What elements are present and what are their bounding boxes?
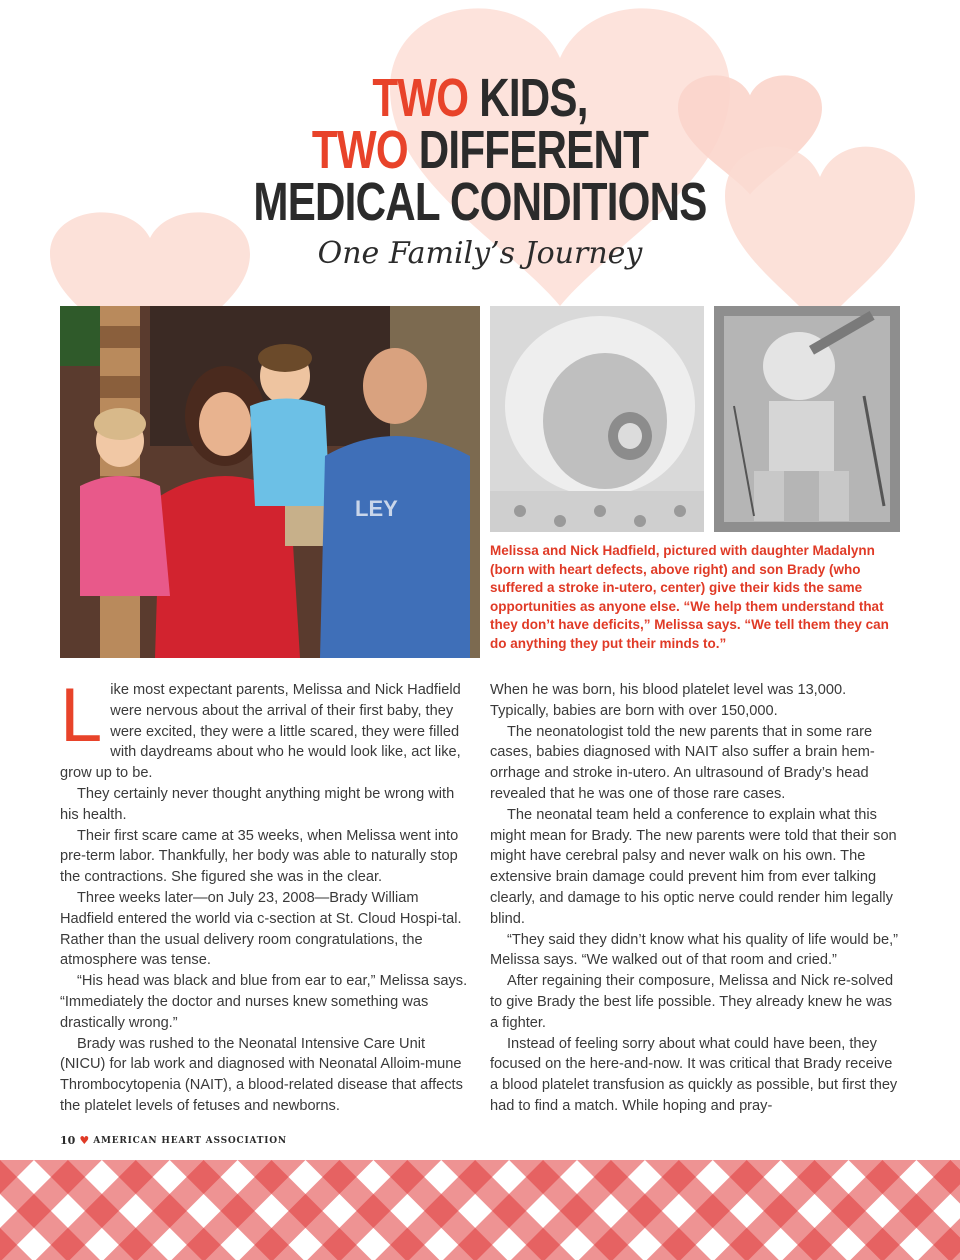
paragraph: They certainly never thought anything might be wrong with his health. <box>60 785 455 823</box>
title-text: DIFFERENT <box>407 120 649 180</box>
article-column-right <box>490 680 900 1117</box>
article-title <box>0 68 960 271</box>
family-photo-illustration <box>60 306 480 658</box>
paragraph: “They said they didn’t know what his quality of life would be,” Melissa says. “We walked out of that room and cried.” <box>490 931 898 969</box>
publisher-name: AMERICAN HEART ASSOCIATION <box>93 1135 287 1146</box>
paragraph-text: ike most expectant parents, Melissa and Nick Hadfield were nervous about the arrival of their first baby, they were excited, they were a little scared, they were filled with daydreams about who he would look like, act like, grow up to be. <box>60 682 461 782</box>
title-line-2 <box>106 120 855 180</box>
page-number: 10 <box>60 1134 76 1147</box>
title-text: KIDS, <box>468 68 588 128</box>
title-line-1 <box>106 68 855 128</box>
paragraph: After regaining their composure, Melissa and Nick re-solved to give Brady the best life possible. They already knew he was a fighter. <box>490 973 894 1031</box>
article-subtitle: One Family’s Journey <box>317 236 643 271</box>
article-column-left <box>60 673 470 1117</box>
baby-photo-madalynn <box>490 306 704 532</box>
drop-cap: L <box>60 673 103 758</box>
paragraph: Brady was rushed to the Neonatal Intensive Care Unit (NICU) for lab work and diagnosed with Neonatal Alloim-mune Thrombocytopenia (NAIT), a blood-related disease that affects the platelet levels of fetuses and newborns. <box>60 1035 463 1114</box>
heart-icon: ♥ <box>79 1134 90 1147</box>
title-accent: TWO <box>311 120 408 180</box>
paragraph: The neonatal team held a conference to explain what this might mean for Brady. The new parents were told that their son might have cerebral palsy and never walk on his own. The extensive brain damage could prevent him from ever talking clearly, and damage to his optic nerve could render him legally blind. <box>490 806 897 927</box>
title-line-3: MEDICAL CONDITIONS <box>253 172 707 232</box>
paragraph: When he was born, his blood platelet level was 13,000. Typically, babies are born with over 150,000. <box>490 682 847 719</box>
shirt-text: LEY <box>355 496 398 521</box>
baby-photo-brady-nicu <box>714 306 900 532</box>
paragraph: The neonatologist told the new parents that in some rare cases, babies diagnosed with NAIT also suffer a brain hem-orrhage and stroke in-utero. An ultrasound of Brady’s head revealed that he was one of those rare cases. <box>490 723 875 802</box>
paragraph: “His head was black and blue from ear to ear,” Melissa says. “Immediately the doctor and nurses knew something was drastically wrong.” <box>60 973 468 1031</box>
baby-photo-illustration <box>490 306 704 532</box>
title-accent: TWO <box>372 68 469 128</box>
paragraph <box>60 673 470 784</box>
paragraph: Instead of feeling sorry about what could have been, they focused on the here-and-now. It was critical that Brady receive a blood platelet transfusion as quickly as possible, but first they had to find a match. While hoping and pray- <box>490 1035 898 1114</box>
paragraph: Three weeks later—on July 23, 2008—Brady William Hadfield entered the world via c-section at St. Cloud Hospi-tal. Rather than the usual delivery room congratulations, the atmosphere was tense. <box>60 889 462 969</box>
page-footer <box>60 1134 287 1147</box>
nicu-photo-illustration <box>714 306 900 532</box>
photo-caption: Melissa and Nick Hadfield, pictured with daughter Madalynn (born with heart defects, above right) and son Brady (who suffered a stroke in-utero, center) give their kids the same opportunities as anyone else. “We help them understand that they don’t have deficits,” Melissa says. “We tell them they can do anything they put their minds to.” <box>490 543 889 651</box>
gingham-pattern <box>0 1160 960 1260</box>
family-photo <box>60 306 480 658</box>
paragraph: Their first scare came at 35 weeks, when Melissa went into pre-term labor. Thankfully, her body was able to naturally stop the contractions. She figured she was in the clear. <box>60 827 459 886</box>
